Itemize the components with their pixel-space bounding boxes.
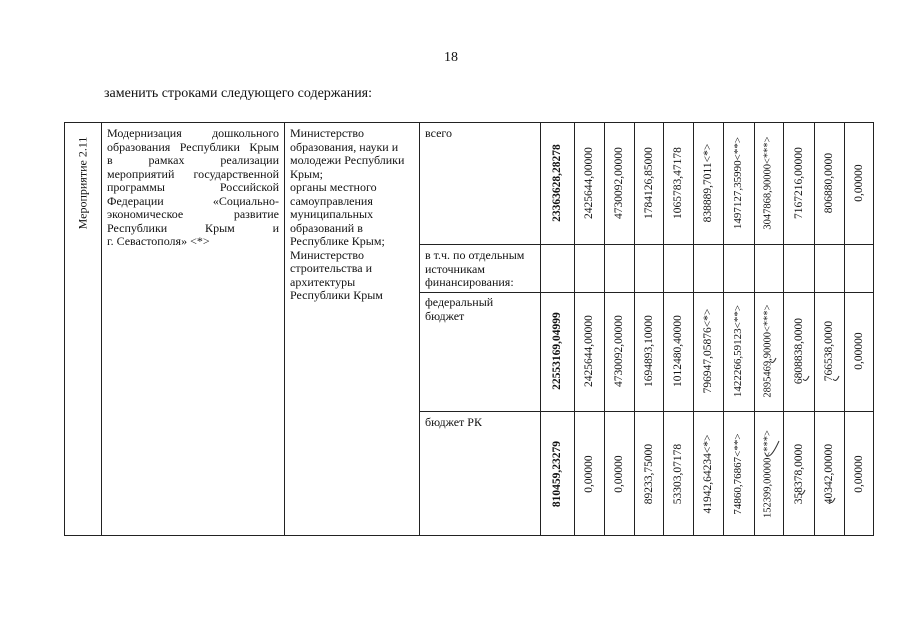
source-federal (425, 296, 537, 323)
value-cell: 40342,00000 (823, 443, 835, 505)
value-cell: 810459,23279 (551, 440, 563, 508)
description-line: образования Республики Крым (107, 139, 279, 154)
executor-line: Крым; (290, 166, 323, 181)
value-cell: 0,00000 (613, 455, 625, 493)
grid-line (844, 123, 845, 535)
grid-line (723, 123, 724, 535)
value-cell: 1012480,40000 (672, 315, 684, 387)
value-cell: 3047868,90000<***> (762, 136, 774, 230)
value-cell: 53303,07178 (672, 443, 684, 505)
value-cell: 766538,0000 (823, 320, 835, 382)
source-line: в т.ч. по отдельным (425, 248, 525, 262)
value-cell: 4730092,00000 (613, 147, 625, 219)
value-cell: 7167216,00000 (793, 147, 805, 219)
value-cell: 1497127,35990<**> (732, 136, 744, 230)
grid-line (419, 411, 873, 412)
value-cell: 2425644,00000 (583, 147, 595, 219)
value-cell: 1694893,10000 (643, 315, 655, 387)
measure-description (107, 127, 279, 249)
grid-line (693, 123, 694, 535)
executor-line: молодежи Республики (290, 153, 405, 167)
grid-line (101, 123, 102, 535)
grid-line (604, 123, 605, 535)
value-cell: 796947,05876<*> (702, 308, 714, 394)
description-line: Федерации «Социально- (107, 193, 279, 208)
description-line: программы Российской (107, 180, 279, 194)
grid-line (419, 292, 873, 293)
grid-line (783, 123, 784, 535)
value-cell: 152399,00000<***> (762, 430, 774, 518)
value-cell: 41942,64234<*> (702, 434, 714, 514)
grid-line (419, 123, 420, 535)
executors (290, 127, 418, 303)
executor-line: самоуправления (290, 193, 373, 208)
source-line: бюджет (425, 308, 465, 323)
source-line: источникам (425, 261, 485, 276)
grid-line (419, 244, 873, 245)
value-cell: 2895469,90000<***> (762, 304, 774, 398)
value-cell: 6808838,0000 (793, 317, 805, 385)
intro-text: заменить строками следующего содержания: (104, 86, 373, 101)
measure-label: Мероприятие 2.11 (75, 136, 90, 230)
value-cell: 1065783,47178 (672, 147, 684, 219)
grid-line (634, 123, 635, 535)
measures-table (64, 122, 874, 536)
description-line: г. Севастополя» <*> (107, 234, 210, 248)
grid-line (663, 123, 664, 535)
source-regional: бюджет РК (425, 415, 482, 429)
grid-line (814, 123, 815, 535)
value-cell: 22553169,04999 (551, 312, 563, 390)
grid-line (574, 123, 575, 535)
executor-line: Министерство (290, 247, 364, 262)
executor-line: строительства и (290, 261, 372, 275)
executor-line: Республике Крым; (290, 234, 385, 248)
value-cell: 74860,76867<**> (732, 433, 744, 515)
value-cell: 358378,0000 (793, 443, 805, 505)
value-cell: 1784126,85000 (643, 147, 655, 219)
value-cell: 1422266,59123<**> (732, 304, 744, 398)
executor-line: архитектуры (290, 274, 356, 289)
description-line: мероприятий государственной (107, 166, 279, 181)
grid-line (754, 123, 755, 535)
description-line: экономическое развитие (107, 207, 279, 221)
description-line: в рамках реализации (107, 153, 279, 167)
description-line: Республики Крым и (107, 220, 279, 235)
value-cell: 4730092,00000 (613, 315, 625, 387)
value-cell: 2425644,00000 (583, 315, 595, 387)
source-line: федеральный (425, 295, 494, 309)
source-breakdown (425, 249, 539, 290)
source-line: финансирования: (425, 275, 514, 289)
value-cell: 0,00000 (853, 455, 865, 493)
executor-line: образований в (290, 220, 363, 235)
source-total: всего (425, 126, 453, 140)
page-number: 18 (444, 50, 458, 65)
description-line: Модернизация дошкольного (107, 126, 279, 140)
value-cell: 89233,75000 (643, 443, 655, 505)
executor-line: образования, науки и (290, 139, 399, 154)
executor-line: муниципальных (290, 207, 374, 221)
executor-line: Республики Крым (290, 288, 383, 302)
value-cell: 0,00000 (853, 164, 865, 202)
grid-line (540, 123, 541, 535)
value-cell: 806880,0000 (823, 152, 835, 214)
value-cell: 0,00000 (583, 455, 595, 493)
executor-line: Министерство (290, 126, 364, 140)
value-cell: 23363628,28278 (551, 144, 563, 222)
value-cell: 838889,7011<*> (702, 143, 714, 223)
value-cell: 0,00000 (853, 332, 865, 370)
executor-line: органы местного (290, 180, 377, 194)
grid-line (284, 123, 285, 535)
